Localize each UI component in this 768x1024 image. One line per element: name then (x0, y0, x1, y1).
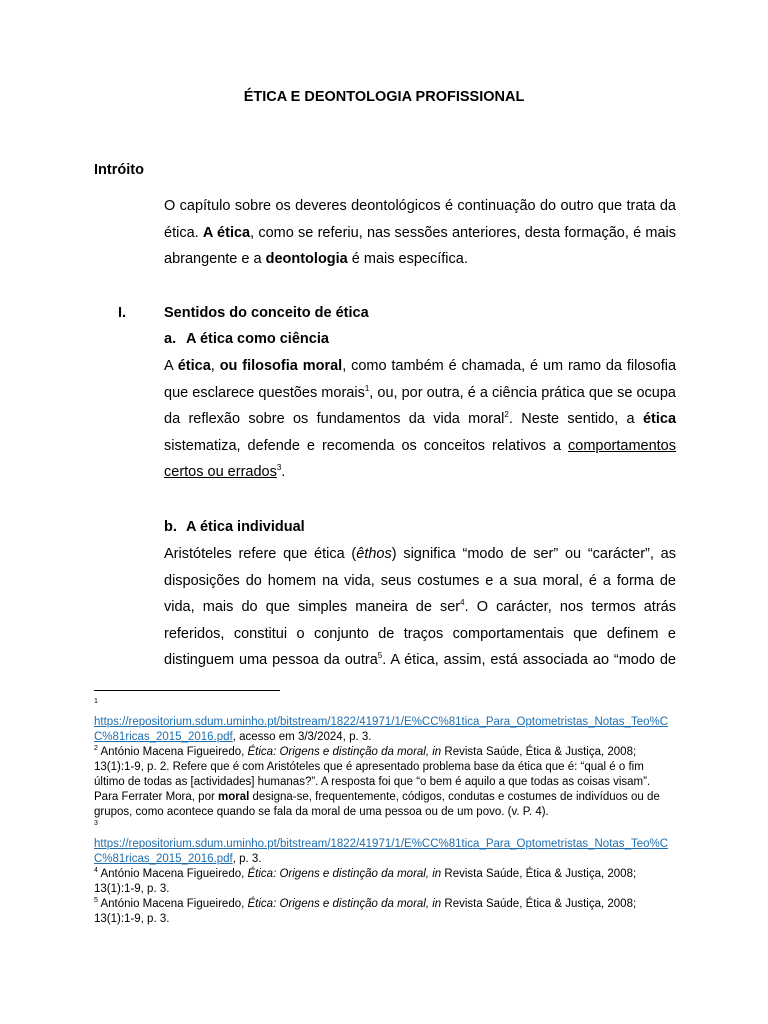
text-run: designa-se, frequentemente, códigos, condutas e costumes de indivíduos ou de grupos, como acontece quando se fala da moral de uma pessoa ou de um povo. (v. P. 4). (94, 791, 660, 818)
text-run: Para Ferrater Mora, por (94, 791, 218, 803)
text-run: , acesso em 3/3/2024, p. 3. (232, 731, 372, 743)
intro-paragraph (164, 193, 676, 273)
text-run: António Macena Figueiredo, (97, 746, 248, 758)
text-run: António Macena Figueiredo, (97, 898, 248, 910)
text-run: é mais específica. (347, 251, 468, 267)
text-run: , p. 3. (232, 853, 262, 865)
footnote-number: 5 (94, 897, 98, 905)
text-run: , ou, por outra, é a ciência prática que se ocupa da reflexão sobre os fundamentos da vida moral (164, 384, 676, 427)
footnote-number: 2 (94, 745, 98, 753)
footnote-number: 1 (94, 698, 98, 706)
bold-term: ética (642, 411, 677, 427)
footnote-ref[interactable]: 1 (364, 383, 370, 393)
footnote-number: 3 (94, 820, 98, 828)
bold-term: A ética (202, 224, 251, 241)
text-run: Revista Saúde, Ética & Justiça, 2008; 13(1):1-9, p. 3. (94, 898, 637, 925)
footnote-link[interactable]: https://repositorium.sdum.uminho.pt/bitstream/1822/41971/1/E%CC%81tica_Para_Optometristas_Notas_Teo%CC%81ricas_2015_2016.pdf (94, 838, 669, 865)
italic-title: Ética: Origens e distinção da moral, in (247, 898, 442, 910)
footnote-ref[interactable]: 4 (460, 598, 465, 608)
intro-heading: Intróito (94, 162, 144, 178)
text-run: , como se referiu, nas sessões anteriores, desta formação, é mais abrangente e a (164, 224, 677, 267)
bold-term: ou filosofia moral (219, 358, 343, 374)
footnote-ref[interactable]: 2 (504, 410, 509, 420)
text-run: sistematiza, defende e recomenda os conceitos relativos a (164, 437, 568, 454)
footnote-4 (94, 867, 676, 897)
footnote-ref[interactable]: 3 (276, 463, 282, 473)
text-run: , (210, 358, 220, 374)
italic-term: êthos (356, 546, 392, 562)
text-run: , como também é chamada, é um ramo da filosofia que esclarece questões morais (164, 358, 677, 401)
bold-term: deontologia (265, 251, 348, 267)
footnote-1 (94, 698, 676, 713)
text-run: . Neste sentido, a (508, 411, 643, 427)
text-run: ) significa “modo de ser” ou “carácter”, as disposições do homem na vida, seus costumes e a sua moral, é a forma de vida, mais do que simples maneira de ser (164, 546, 676, 615)
italic-title: Ética: Origens e distinção da moral, in (247, 746, 442, 758)
footnotes (94, 698, 676, 927)
subsection-a-heading (164, 331, 329, 347)
footnote-link[interactable]: https://repositorium.sdum.uminho.pt/bitstream/1822/41971/1/E%CC%81tica_Para_Optometristas_Notas_Teo%CC%81ricas_2015_2016.pdf (94, 716, 669, 743)
subsection-a-paragraph (164, 353, 676, 486)
subsection-b-paragraph (164, 541, 676, 674)
text-run: . A ética, assim, está associada ao “modo de (382, 652, 676, 668)
footnote-number: 4 (94, 867, 98, 875)
footnote-1-body (94, 715, 676, 745)
footnote-2-continued (94, 790, 676, 820)
footnote-5 (94, 897, 676, 927)
footnote-ref[interactable]: 5 (377, 651, 383, 661)
text-run: Revista Saúde, Ética & Justiça, 2008; 13(1):1-9, p. 2. Refere que é com Aristóteles que é apresentado problema base da ética que é: “qual é o fim último de todas as [actividades] humanas?”. A resposta foi que “o bem é aquilo a que todas as coisas visam”. (94, 746, 651, 788)
text-run: Revista Saúde, Ética & Justiça, 2008; 13(1):1-9, p. 3. (94, 868, 637, 895)
subsection-title: A ética individual (186, 519, 305, 535)
footnote-separator (94, 690, 280, 691)
italic-title: Ética: Origens e distinção da moral, in (247, 868, 442, 880)
text-run: A (164, 358, 178, 374)
subsection-letter: b. (164, 519, 177, 535)
text-run: . O carácter, nos termos atrás referidos, constitui o conjunto de traços comportamentais que definem e distinguem uma pessoa da outra (164, 599, 676, 668)
text-run: O capítulo sobre os deveres deontológicos é continuação do outro que trata da ética. (164, 198, 676, 241)
section-title: Sentidos do conceito de ética (164, 305, 369, 321)
text-run: Aristóteles refere que ética ( (164, 546, 357, 562)
bold-term: ética (177, 358, 211, 374)
footnote-3 (94, 820, 676, 835)
subsection-title: A ética como ciência (186, 331, 329, 347)
subsection-letter: a. (164, 331, 177, 347)
text-run: . (281, 464, 286, 480)
bold-term: moral (217, 791, 250, 803)
text-run: António Macena Figueiredo, (97, 868, 248, 880)
footnote-2 (94, 745, 676, 790)
underlined-phrase: comportamentos certos ou errados (164, 437, 676, 480)
section-number: I. (118, 305, 127, 321)
footnote-3-body (94, 837, 676, 867)
subsection-b-heading (164, 519, 305, 535)
document-title: ÉTICA E DEONTOLOGIA PROFISSIONAL (243, 89, 525, 105)
